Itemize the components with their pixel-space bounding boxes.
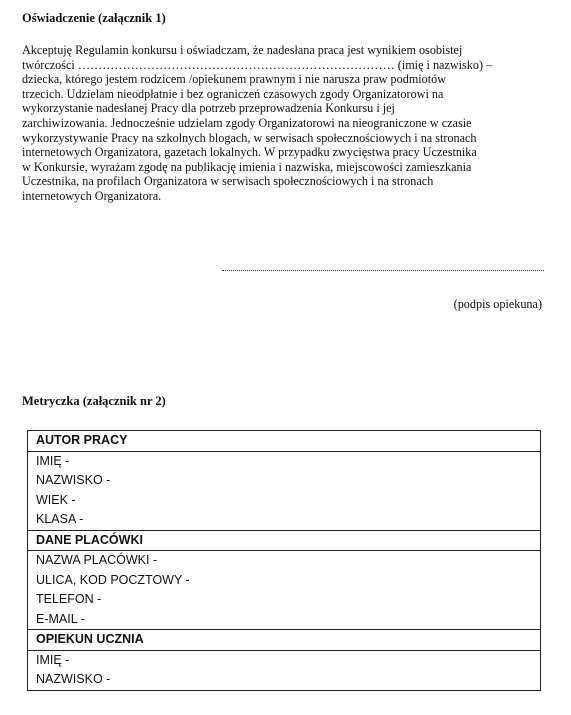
statement-line: Uczestnika, na profilach Organizatora w serwisach społecznościowych i na stronach [22,174,434,189]
section-header-row [28,630,541,651]
field-label: NAZWISKO - [28,670,541,690]
statement-line: w Konkursie, wyrażam zgodę na publikację imienia i nazwiska, miejscowości zamieszkania [22,159,472,174]
statement-line: dziecka, którego jestem rodzicem /opiekunem prawnym i nie narusza praw podmiotów [22,72,447,87]
field-label: E-MAIL - [28,610,541,630]
field-row[interactable] [28,650,541,670]
statement-line: Akceptuję Regulamin konkursu i oświadczam, że nadesłana praca jest wynikiem osobistej [22,43,463,57]
field-row[interactable] [28,510,541,530]
statement-line: wykorzystywanie Pracy na szkolnych blogach, w serwisach społecznościowych i na stronach [22,130,477,145]
field-label: NAZWISKO - [28,471,541,491]
field-row[interactable] [28,670,541,690]
field-label: KLASA - [28,510,541,530]
field-row[interactable] [28,590,541,610]
metryczka-heading: Metryczka (załącznik nr 2) [22,394,166,408]
field-row[interactable] [28,571,541,591]
statement-line: twórczości …………………………………………………………………… (imię i nazwisko) – [22,57,493,72]
field-label: ULICA, KOD POCZTOWY - [28,571,541,591]
field-row[interactable] [28,491,541,511]
metryczka-table [27,430,541,691]
field-row[interactable] [28,471,541,491]
field-label: IMIĘ - [28,650,541,670]
statement-line: wykorzystanie nadesłanej Pracy dla potrzeb przeprowadzenia Konkursu i jej [22,101,395,116]
statement-line: internetowych Organizatora. [22,188,162,203]
field-label: IMIĘ - [28,451,541,471]
field-row[interactable] [28,610,541,630]
statement-line: trzecich. Udzielam nieodpłatnie i bez ograniczeń czasowych zgody Organizatorowi na [22,86,444,101]
signature-caption: (podpis opiekuna) [453,297,542,311]
section-title: OPIEKUN UCZNIA [28,630,541,651]
statement-line: zarchiwizowania. Jednocześnie udzielam zgody Organizatorowi na nieograniczone w czasie [22,115,472,130]
field-row[interactable] [28,551,541,571]
field-label: NAZWA PLACÓWKI - [28,551,541,571]
field-row[interactable] [28,451,541,471]
section-title: AUTOR PRACY [28,431,541,452]
field-label: WIEK - [28,491,541,511]
statement-heading: Oświadczenie (załącznik 1) [22,11,166,25]
section-header-row [28,530,541,551]
section-title: DANE PLACÓWKI [28,530,541,551]
statement-line: internetowych Organizatora, gazetach lokalnych. W przypadku zwycięstwa pracy Uczestnika [22,145,477,160]
signature-line[interactable] [222,268,544,271]
field-label: TELEFON - [28,590,541,610]
statement-paragraph [22,43,544,204]
section-header-row [28,431,541,452]
